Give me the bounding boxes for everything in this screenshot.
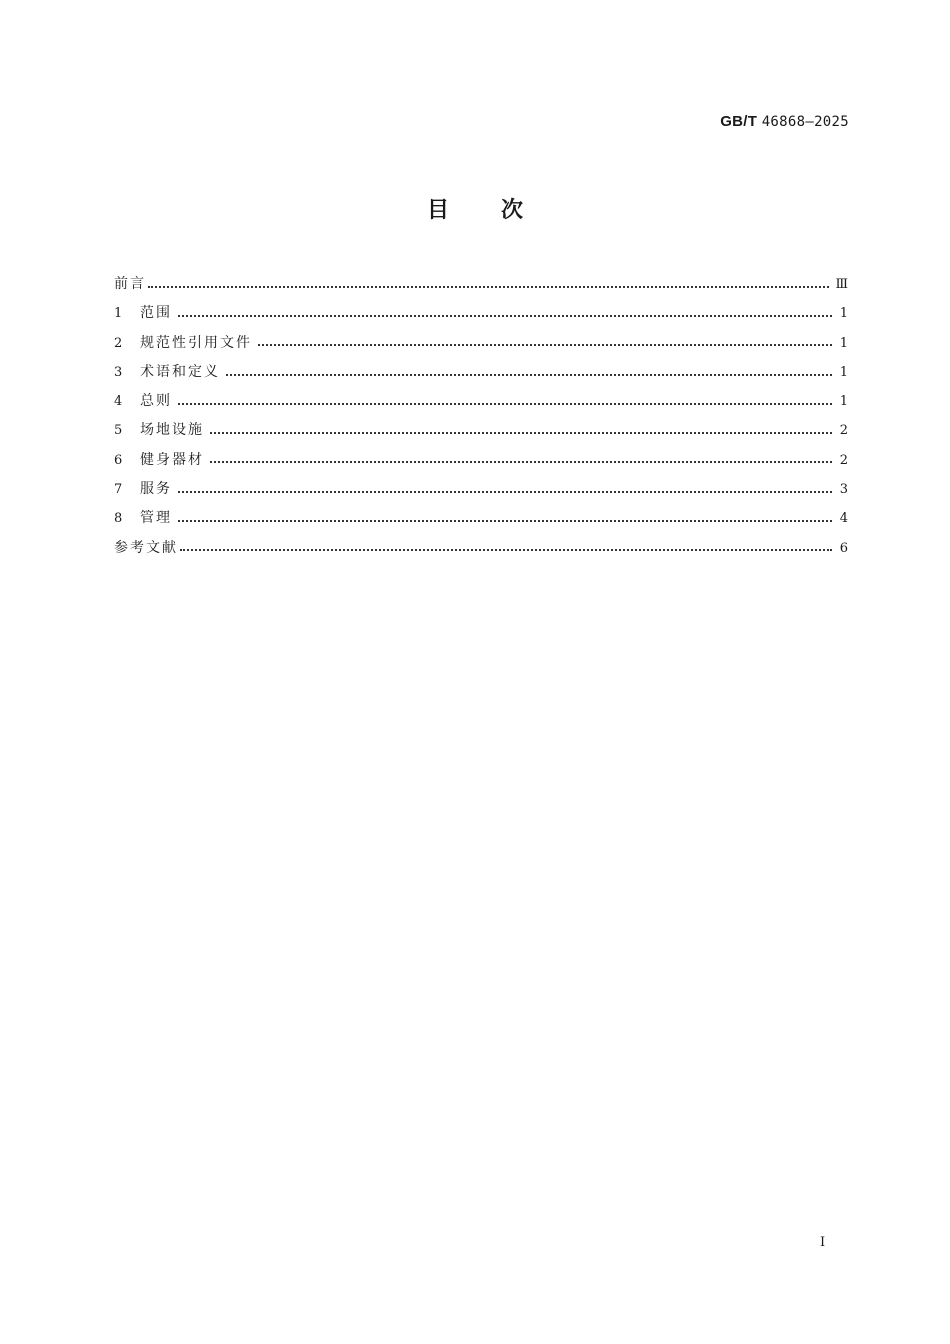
dot-leader xyxy=(178,403,832,405)
toc-entry-title: 规范性引用文件 xyxy=(140,334,252,351)
toc-entry-page: 6 xyxy=(839,540,848,556)
page-title: 目次 xyxy=(426,198,575,223)
dot-leader xyxy=(178,315,832,317)
page-number: I xyxy=(820,1235,826,1250)
dot-leader xyxy=(210,461,832,463)
toc-entry-equipment[interactable] xyxy=(114,446,848,475)
toc-entry-scope[interactable] xyxy=(114,299,848,328)
dot-leader xyxy=(178,520,832,522)
toc-entry-general[interactable] xyxy=(114,387,848,416)
toc-entry-page: 1 xyxy=(839,364,848,380)
dot-leader xyxy=(148,286,829,288)
toc-entry-number: 4 xyxy=(114,394,123,410)
toc-entry-service[interactable] xyxy=(114,475,848,504)
toc-entry-title: 总则 xyxy=(140,393,172,410)
dot-leader xyxy=(226,374,832,376)
toc-entry-number: 3 xyxy=(114,364,123,380)
toc-entry-page: 3 xyxy=(839,482,848,498)
toc-entry-page: 1 xyxy=(839,335,848,351)
toc-entry-title: 服务 xyxy=(140,481,172,498)
toc-entry-page: 2 xyxy=(839,423,848,439)
toc-entry-management[interactable] xyxy=(114,504,848,533)
toc-entry-page: 2 xyxy=(839,452,848,468)
toc-entry-facilities[interactable] xyxy=(114,416,848,445)
toc-entry-number: 2 xyxy=(114,335,123,351)
toc-entry-title: 术语和定义 xyxy=(140,363,220,380)
toc-entry-title: 范围 xyxy=(140,305,172,322)
dot-leader xyxy=(258,344,832,346)
toc-entry-number: 8 xyxy=(114,511,123,527)
toc-entry-title: 管理 xyxy=(140,510,172,527)
table-of-contents xyxy=(114,270,848,563)
toc-entry-number: 6 xyxy=(114,452,123,468)
standard-code xyxy=(720,113,849,130)
toc-entry-page: 4 xyxy=(839,511,848,527)
toc-entry-page: 1 xyxy=(839,394,848,410)
standard-number: 46868—2025 xyxy=(761,114,849,130)
toc-entry-number: 7 xyxy=(114,482,123,498)
dot-leader xyxy=(178,491,832,493)
toc-entry-terms-definitions[interactable] xyxy=(114,358,848,387)
toc-entry-normative-references[interactable] xyxy=(114,329,848,358)
toc-entry-title: 场地设施 xyxy=(140,422,204,439)
toc-entry-title: 前言 xyxy=(114,276,146,292)
toc-entry-number: 1 xyxy=(114,306,123,322)
toc-entry-number: 5 xyxy=(114,423,123,439)
toc-entry-title: 参考文献 xyxy=(114,539,178,556)
standard-prefix: GB/T xyxy=(720,113,758,130)
toc-entry-title: 健身器材 xyxy=(140,451,204,468)
dot-leader xyxy=(210,432,832,434)
toc-entry-page: 1 xyxy=(839,306,848,322)
dot-leader xyxy=(180,549,832,551)
toc-entry-bibliography[interactable] xyxy=(114,534,848,563)
toc-entry-foreword[interactable] xyxy=(114,270,848,299)
toc-entry-page: Ⅲ xyxy=(835,277,848,292)
